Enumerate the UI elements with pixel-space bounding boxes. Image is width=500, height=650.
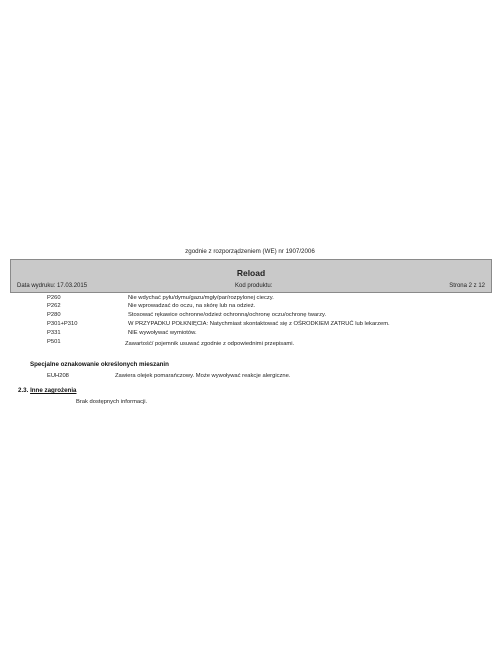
statement-text: Zawartość/ pojemnik usuwać zgodnie z odpowiednimi przepisami. <box>125 341 295 347</box>
euh-text: Zawiera olejek pomarańczowy. Może wywoływać reakcje alergiczne. <box>115 373 291 379</box>
statement-code: P262 <box>47 303 61 309</box>
statement-code: P280 <box>47 312 61 318</box>
statement-text: Nie wprowadzać do oczu, na skórę lub na odzież. <box>128 303 256 309</box>
other-hazards-heading <box>18 387 76 394</box>
regulation-reference: zgodnie z rozporządzeniem (WE) nr 1907/2006 <box>185 248 315 255</box>
statement-text: W PRZYPADKU POŁKNIĘCIA: Natychmiast skontaktować się z OŚRODKIEM ZATRUĆ lub lekarzem. <box>128 321 390 327</box>
section-number: 2.3. <box>18 387 29 394</box>
statement-code: P301+P310 <box>47 321 78 327</box>
header-info-row <box>17 283 485 292</box>
section-title: Inne zagrożenia <box>30 387 77 394</box>
page-number: Strona 2 z 12 <box>449 283 485 289</box>
special-labelling-heading: Specjalne oznakowanie określonych mieszanin <box>30 361 169 368</box>
statement-text: NIE wywoływać wymiotów. <box>128 330 197 336</box>
product-code-label: Kod produktu: <box>235 283 273 289</box>
statement-code: P260 <box>47 295 61 301</box>
statement-code: P331 <box>47 330 61 336</box>
statement-code: P501 <box>47 339 61 345</box>
other-hazards-text: Brak dostępnych informacji. <box>76 399 148 405</box>
header-band <box>10 259 492 293</box>
product-name: Reload <box>236 268 266 278</box>
print-date: Data wydruku: 17.03.2015 <box>17 283 88 289</box>
euh-code: EUH208 <box>47 373 69 379</box>
statement-text: Stosować rękawice ochronne/odzież ochronną/ochronę oczu/ochronę twarzy. <box>128 312 327 318</box>
statement-text: Nie wdychać pyłu/dymu/gazu/mgły/par/rozpylonej cieczy. <box>128 295 274 301</box>
